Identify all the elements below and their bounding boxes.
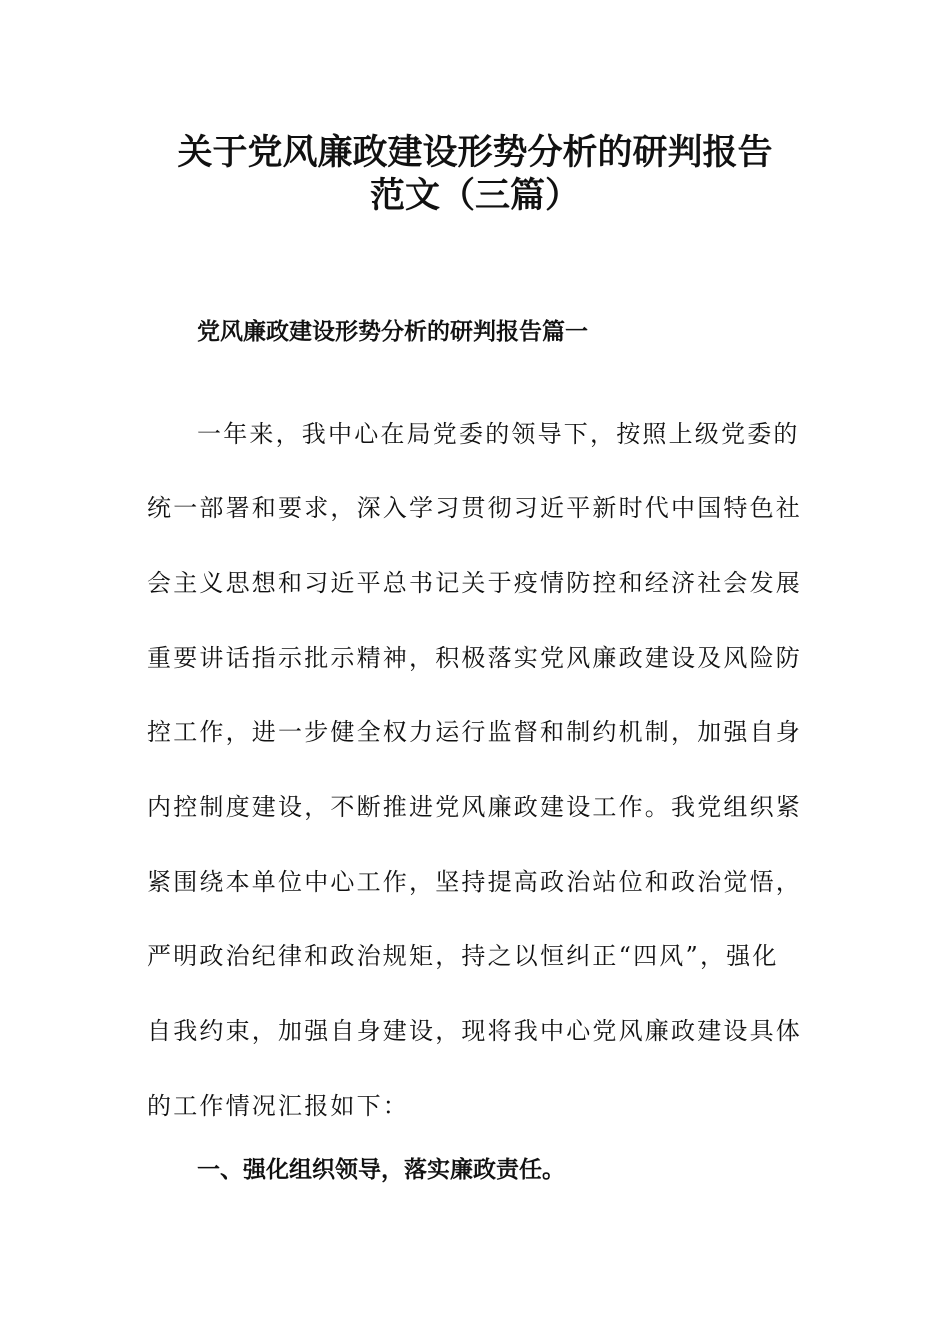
paragraph-line: 紧围绕本单位中心工作，坚持提高政治站位和政治觉悟，: [147, 868, 802, 896]
paragraph-line: 控工作，进一步健全权力运行监督和制约机制，加强自身: [147, 718, 802, 746]
paragraph-line: 会主义思想和习近平总书记关于疫情防控和经济社会发展: [147, 569, 802, 597]
paragraph-line: 一年来，我中心在局党委的领导下，按照上级党委的: [197, 420, 800, 448]
paragraph-line: 统一部署和要求，深入学习贯彻习近平新时代中国特色社: [147, 494, 802, 522]
section-heading: 党风廉政建设形势分析的研判报告篇一: [197, 319, 588, 345]
paragraph-line: 自我约束，加强自身建设，现将我中心党风廉政建设具体: [147, 1017, 802, 1045]
paragraph-line: 内控制度建设，不断推进党风廉政建设工作。我党组织紧: [147, 793, 802, 821]
paragraph-line: 重要讲话指示批示精神，积极落实党风廉政建设及风险防: [147, 644, 802, 672]
document-title-line-1: 关于党风廉政建设形势分析的研判报告: [177, 133, 773, 173]
paragraph-line: 的工作情况汇报如下：: [147, 1092, 409, 1120]
subheading-1: 一、强化组织领导，落实廉政责任。: [197, 1157, 565, 1183]
document-title-line-2: 范文（三篇）: [369, 176, 580, 216]
paragraph-line: 严明政治纪律和政治规矩，持之以恒纠正“四风”，强化: [147, 942, 779, 970]
